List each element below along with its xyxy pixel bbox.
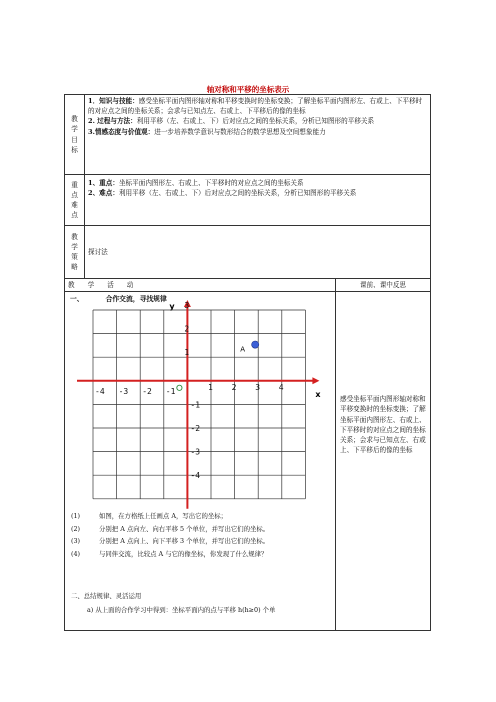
header-char: 动 — [126, 281, 134, 289]
y-tick-label: 1 — [184, 348, 190, 358]
question-item — [71, 523, 269, 535]
header-char: 教 — [68, 281, 75, 289]
point-a — [252, 341, 259, 348]
question-text: 如图，在方格纸上任画点 A，写出它的坐标； — [99, 512, 228, 521]
question-item — [71, 510, 269, 522]
keypoint-2-text: 利用平移（左、右或上、下）后对应点之间的坐标关系，分析已知图形的平移关系 — [118, 189, 357, 198]
section2 — [71, 590, 275, 617]
strategy-text: 探讨法 — [88, 247, 108, 256]
question-text: 与同伴交流，比较点 A 与它的像坐标，你发现了什么规律？ — [99, 549, 268, 558]
keypoint-1-head: 1、重点： — [88, 179, 119, 187]
x-tick-label: 1 — [208, 383, 213, 393]
y-tick-label: -2 — [190, 424, 201, 434]
point-a-label: A — [240, 345, 245, 354]
strategy-content — [85, 226, 431, 279]
activity-content — [65, 292, 336, 631]
keypoints-content — [85, 175, 431, 226]
x-tick-label: -3 — [118, 387, 129, 397]
y-tick-label: -1 — [190, 400, 201, 410]
objective-2-head: 2. 过程与方法： — [88, 117, 137, 126]
section2-item-a: a) 从上面的合作学习中得到：坐标平面内的点与平移 h(h≥0) 个单 — [87, 605, 276, 614]
y-axis-label: y — [169, 302, 175, 312]
question-text: 分别把 A 点向左、向右平移 5 个单位，并写出它们的坐标。 — [99, 524, 270, 533]
questions-list — [71, 510, 269, 560]
header-char: 学 — [87, 281, 95, 289]
section2-title: 二、总结规律、灵活运用 — [71, 592, 142, 601]
x-tick-label: 2 — [231, 383, 237, 393]
objectives-content — [85, 95, 431, 175]
x-axis-label: x — [315, 390, 321, 400]
question-item — [71, 548, 269, 560]
activity-header — [65, 279, 336, 292]
objectives-label: 教 学 目 标 — [65, 95, 85, 175]
page-title: 轴对称和平移的坐标表示 — [206, 85, 290, 94]
origin-marker — [177, 385, 182, 390]
x-tick-label: -2 — [142, 387, 152, 397]
x-axis-arrow — [312, 378, 319, 385]
question-text: 分别把 A 点向上、向下平移 3 个单位，并写出它们的坐标。 — [99, 537, 270, 546]
section1-title: 合作交流，寻找规律 — [105, 295, 167, 304]
strategy-label: 教 学 策 略 — [65, 226, 85, 279]
x-tick-label: -4 — [95, 387, 105, 397]
reflection-text: 感受坐标平面内图形轴对称和平移变换时的坐标变换；了解坐标平面内图形左、右或上、下平移时的对应点之间的坐标关系；会求与已知点左、右或上、下平移后的像的坐标 — [336, 292, 431, 631]
question-number: (4) — [71, 549, 81, 558]
x-tick-label: 4 — [278, 383, 284, 393]
tick-labels — [95, 301, 284, 480]
activity-row — [65, 292, 431, 631]
objective-3-text: 进一步培养数学意识与数形结合的数学思想及空间想象能力 — [154, 127, 326, 136]
activity-header-row — [65, 279, 431, 292]
keypoint-2-head: 2、难点： — [88, 189, 119, 198]
reflection-header: 课前、课中反思 — [336, 279, 431, 292]
objective-1-text: 感受坐标平面内图形轴对称和平移变换时的坐标变换；了解坐标平面内图形左、右或上、下平移时的对应点之间的坐标关系；会求与已知点左、右或上、下平移后的像的坐标 — [88, 97, 423, 116]
coordinate-grid — [65, 292, 336, 512]
question-item — [71, 535, 269, 547]
objective-3-head: 3.情感态度与价值观： — [88, 127, 155, 136]
header-char: 活 — [107, 281, 114, 289]
keypoints-label: 重 点 难 点 — [65, 175, 85, 226]
y-tick-label: -3 — [190, 447, 201, 457]
y-tick-label: 3 — [184, 301, 190, 311]
objective-1-head: 1．知识与技能： — [88, 97, 139, 105]
y-tick-label: -4 — [190, 471, 201, 481]
keypoints-row — [65, 175, 431, 226]
question-number: (1) — [71, 512, 81, 521]
objectives-row — [65, 95, 431, 175]
lesson-plan-table — [64, 94, 431, 631]
objective-2-text: 利用平移（左、右或上、下）后对应点之间的坐标关系，分析已知图形的平移关系 — [136, 117, 375, 126]
keypoint-1-text: 坐标平面内图形左、右或上、下平移时的对应点之间的坐标关系 — [118, 179, 304, 187]
question-number: (3) — [71, 537, 81, 546]
strategy-row — [65, 226, 431, 279]
x-tick-label: 3 — [255, 383, 261, 393]
x-tick-label: -1 — [165, 387, 176, 397]
y-tick-label: 2 — [184, 324, 190, 334]
question-number: (2) — [71, 524, 81, 533]
section1-num: 一、 — [70, 295, 84, 304]
